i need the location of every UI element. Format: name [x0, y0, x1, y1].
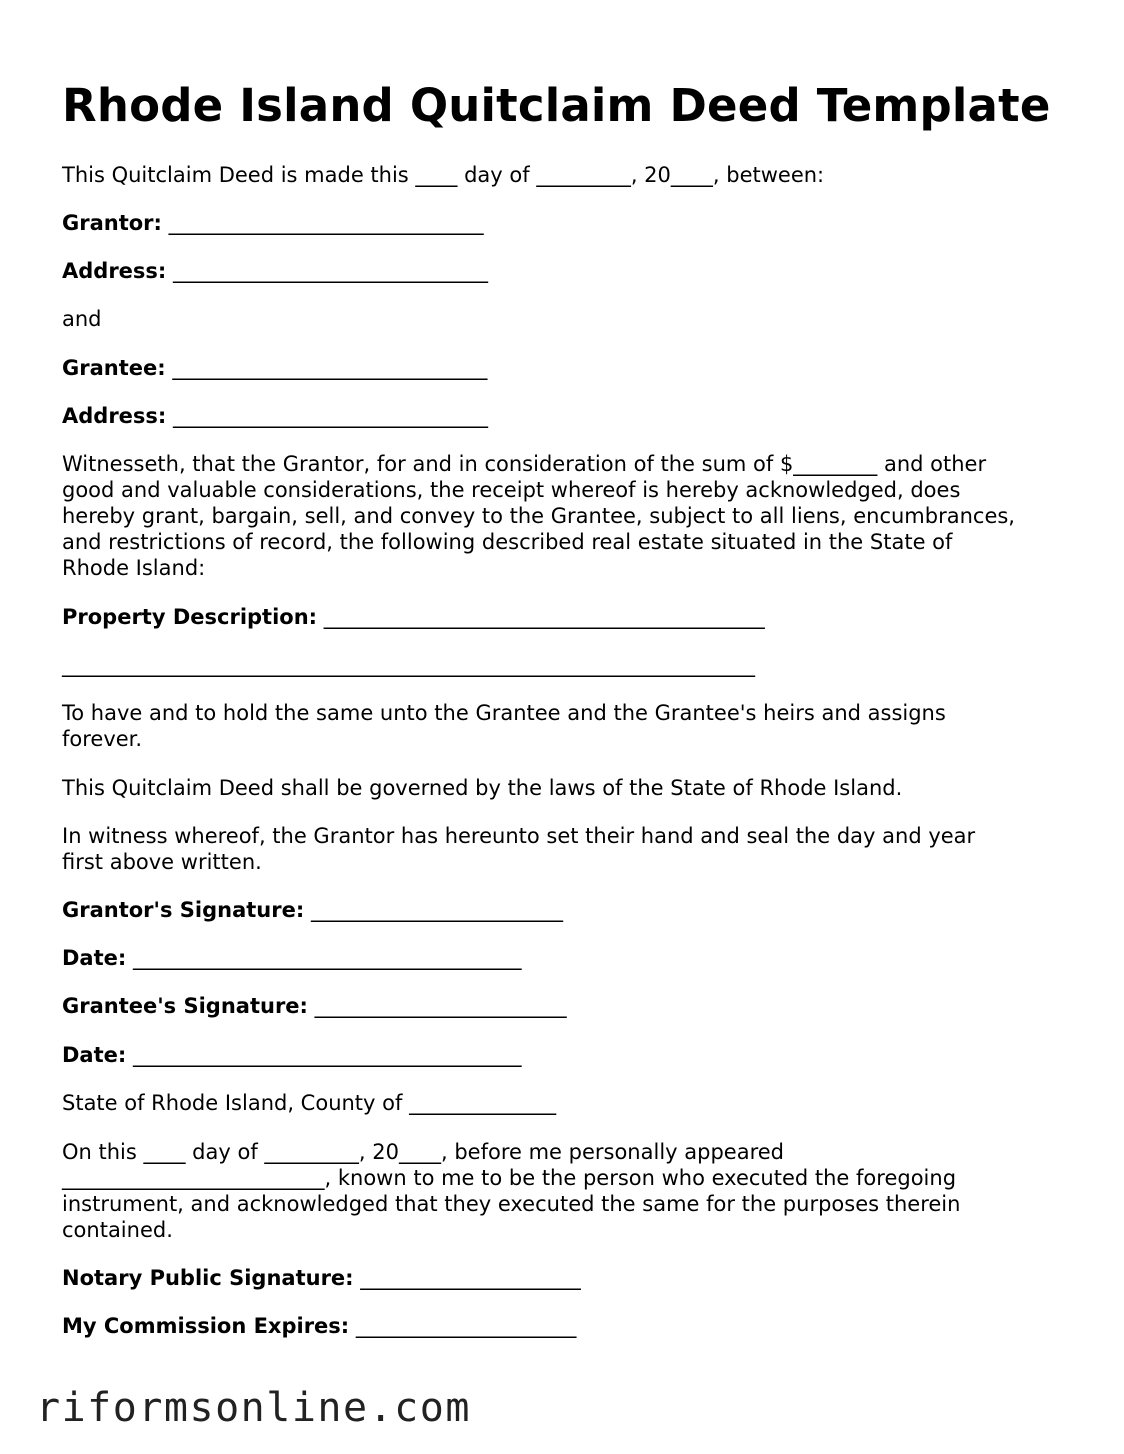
grantor-signature-field: [62, 897, 563, 923]
intro-line: This Quitclaim Deed is made this ____ day of _________, 20____, between:: [62, 163, 825, 187]
grantor-signature-label: Grantor's Signature:: [62, 898, 305, 922]
grantor-address-label: Address:: [62, 259, 167, 283]
witnesseth-line: and restrictions of record, the following described real estate situated in the State of: [62, 530, 953, 554]
acknowledgment-line: _________________________, known to me to be the person who executed the foregoing: [62, 1166, 957, 1190]
property-description-field: [62, 604, 765, 630]
property-description-label: Property Description:: [62, 605, 318, 629]
grantee-address-label: Address:: [62, 404, 167, 428]
grantor-label: Grantor:: [62, 211, 162, 235]
in-witness-paragraph: [62, 823, 1062, 875]
witnesseth-line: Witnesseth, that the Grantor, for and in consideration of the sum of $________ and other: [62, 452, 987, 476]
acknowledgment-line: instrument, and acknowledged that they executed the same for the purposes therein: [62, 1192, 961, 1216]
grantee-date-label: Date:: [62, 1043, 127, 1067]
notary-signature-label: Notary Public Signature:: [62, 1266, 354, 1290]
notary-signature-blank: _____________________: [360, 1266, 581, 1290]
property-description-line2: __________________________________________________________________: [62, 653, 755, 677]
acknowledgment-line: On this ____ day of _________, 20____, before me personally appeared: [62, 1140, 784, 1164]
notary-signature-field: [62, 1265, 581, 1291]
governing-law-text: This Quitclaim Deed shall be governed by the laws of the State of Rhode Island.: [62, 776, 903, 800]
habendum-line: To have and to hold the same unto the Grantee and the Grantee's heirs and assigns: [62, 701, 946, 725]
grantee-date-blank: _____________________________________: [132, 1043, 522, 1067]
witnesseth-line: hereby grant, bargain, sell, and convey to the Grantee, subject to all liens, encumbrances,: [62, 504, 1015, 528]
habendum-line: forever.: [62, 727, 143, 751]
commission-expires-field: [62, 1313, 576, 1339]
grantor-blank: ______________________________: [168, 211, 484, 235]
commission-expires-label: My Commission Expires:: [62, 1314, 350, 1338]
grantor-address-blank: ______________________________: [173, 259, 489, 283]
county-line: State of Rhode Island, County of ______________: [62, 1091, 557, 1115]
grantor-address-field: [62, 258, 488, 284]
footer-watermark: riformsonline.com: [36, 1385, 471, 1431]
grantor-date-field: [62, 945, 521, 971]
grantee-signature-field: [62, 993, 567, 1019]
grantee-signature-blank: ________________________: [314, 994, 567, 1018]
grantee-signature-label: Grantee's Signature:: [62, 994, 308, 1018]
property-description-blank: __________________________________________: [323, 605, 765, 629]
grantee-address-field: [62, 403, 488, 429]
grantee-date-field: [62, 1042, 521, 1068]
acknowledgment-paragraph: [62, 1139, 1062, 1243]
habendum-paragraph: [62, 700, 1062, 752]
in-witness-line: In witness whereof, the Grantor has hereunto set their hand and seal the day and year: [62, 824, 976, 848]
page-title: Rhode Island Quitclaim Deed Template: [62, 79, 1051, 132]
grantee-label: Grantee:: [62, 356, 166, 380]
acknowledgment-line: contained.: [62, 1218, 173, 1242]
and-text: and: [62, 307, 102, 331]
in-witness-line: first above written.: [62, 850, 262, 874]
grantee-address-blank: ______________________________: [173, 404, 489, 428]
grantee-blank: ______________________________: [172, 356, 488, 380]
grantor-field: [62, 210, 484, 236]
witnesseth-line: Rhode Island:: [62, 556, 206, 580]
grantor-date-blank: _____________________________________: [132, 946, 522, 970]
grantor-signature-blank: ________________________: [310, 898, 563, 922]
grantee-field: [62, 355, 487, 381]
commission-expires-blank: _____________________: [355, 1314, 577, 1338]
witnesseth-line: good and valuable considerations, the receipt whereof is hereby acknowledged, does: [62, 478, 961, 502]
grantor-date-label: Date:: [62, 946, 127, 970]
witnesseth-paragraph: [62, 451, 1062, 581]
